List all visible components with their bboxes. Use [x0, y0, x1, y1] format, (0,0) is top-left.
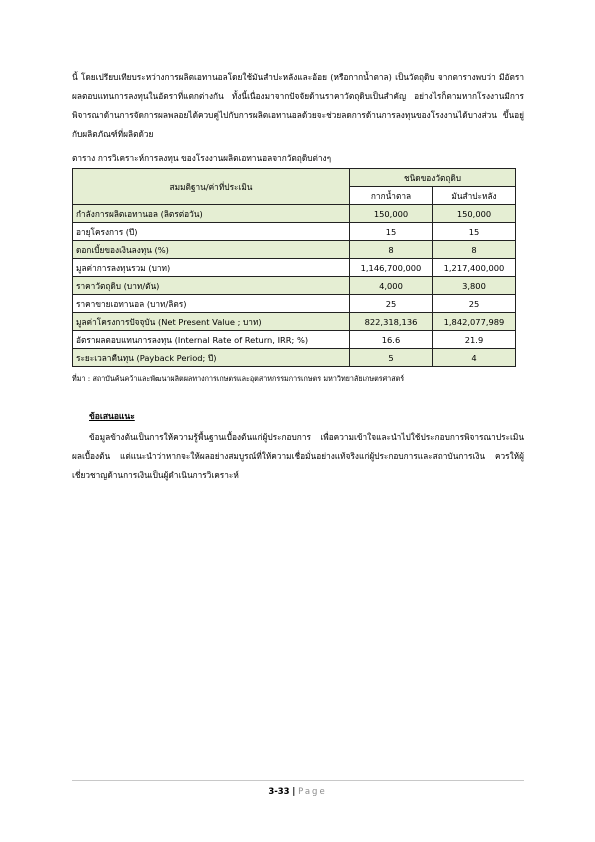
table-row	[73, 349, 516, 367]
section-heading: ข้อเสนอแนะ	[89, 412, 135, 422]
footer-divider	[72, 780, 524, 781]
row-label: กำลังการผลิตเอทานอล (ลิตรต่อวัน)	[73, 205, 350, 223]
molasses-value: 5	[350, 349, 433, 367]
table-row	[73, 259, 516, 277]
cassava-column-header: มันสำปะหลัง	[433, 187, 516, 205]
table-row	[73, 241, 516, 259]
molasses-value: 8	[350, 241, 433, 259]
molasses-value: 25	[350, 295, 433, 313]
molasses-value: 4,000	[350, 277, 433, 295]
cassava-value: 15	[433, 223, 516, 241]
molasses-value: 15	[350, 223, 433, 241]
molasses-column-header: กากน้ำตาล	[350, 187, 433, 205]
page-number: 3-33	[268, 787, 290, 797]
cassava-value: 21.9	[433, 331, 516, 349]
cassava-value: 1,217,400,000	[433, 259, 516, 277]
param-column-header: สมมติฐาน/ค่าที่ประเมิน	[73, 169, 350, 205]
row-label: ราคาขายเอทานอล (บาท/ลิตร)	[73, 295, 350, 313]
molasses-value: 1,146,700,000	[350, 259, 433, 277]
cassava-value: 4	[433, 349, 516, 367]
cassava-value: 150,000	[433, 205, 516, 223]
intro-paragraph: นี้ โดยเปรียบเทียบระหว่างการผลิตเอทานอลโดยใช้มันสำปะหลังและอ้อย (หรือกากน้ำตาล) เป็นวัตถุดิบ จากตารางพบว่า มีอัตราผลตอบแทนการลงทุนในอัตราที่แตกต่างกัน ทั้งนี้เนื่องมาจากปัจจัยด้านราคาวัตถุดิบเป็นสำคัญ อย่างไรก็ตามหากโรงงานมีการพิจารณาด้านการจัดการผลพลอยได้ควบคู่ไปกับการผลิตเอทานอลด้วยจะช่วยลดการด้านการลงทุนของโรงงานได้บางส่วน ขึ้นอยู่กับผลิตภัณฑ์ที่ผลิตด้วย	[72, 72, 524, 139]
table-row	[73, 313, 516, 331]
row-label: มูลค่าการลงทุนรวม (บาท)	[73, 259, 350, 277]
table-source-note: ที่มา : สถาบันค้นคว้าและพัฒนาผลิตผลทางการเกษตรและอุตสาหกรรมการเกษตร มหาวิทยาลัยเกษตรศาสตร์	[72, 374, 405, 383]
cassava-value: 1,842,077,989	[433, 313, 516, 331]
table-row	[73, 331, 516, 349]
molasses-value: 822,318,136	[350, 313, 433, 331]
table-row	[73, 223, 516, 241]
table-row	[73, 205, 516, 223]
table-caption: ตาราง การวิเคราะห์การลงทุน ของโรงงานผลิตเอทานอลจากวัตถุดิบต่างๆ	[72, 153, 332, 163]
footer-separator: |	[292, 787, 296, 797]
molasses-value: 16.6	[350, 331, 433, 349]
cassava-value: 25	[433, 295, 516, 313]
table-row	[73, 295, 516, 313]
row-label: ระยะเวลาคืนทุน (Payback Period; ปี)	[73, 349, 350, 367]
row-label: ดอกเบี้ยของเงินลงทุน (%)	[73, 241, 350, 259]
cassava-value: 3,800	[433, 277, 516, 295]
table-row	[73, 277, 516, 295]
cassava-value: 8	[433, 241, 516, 259]
molasses-value: 150,000	[350, 205, 433, 223]
row-label: มูลค่าโครงการปัจจุบัน (Net Present Value ; บาท)	[73, 313, 350, 331]
page-word: Page	[298, 787, 327, 797]
page-footer	[0, 786, 595, 798]
investment-analysis-table	[72, 168, 516, 367]
row-label: อัตราผลตอบแทนการลงทุน (Internal Rate of Return, IRR; %)	[73, 331, 350, 349]
material-group-header: ชนิดของวัตถุดิบ	[350, 169, 516, 187]
recommendation-paragraph: ข้อมูลข้างต้นเป็นการให้ความรู้พื้นฐานเบื้องต้นแก่ผู้ประกอบการ เพื่อความเข้าใจและนำไปใช้ประกอบการพิจารณาประเมินผลเบื้องต้น แต่แนะนำว่าหากจะให้ผลอย่างสมบูรณ์ที่ให้ความเชื่อมั่นอย่างแท้จริงแก่ผู้ประกอบการและสถาบันการเงิน ควรให้ผู้เชี่ยวชาญด้านการเงินเป็นผู้ดำเนินการวิเคราะห์	[72, 432, 524, 480]
row-label: ราคาวัตถุดิบ (บาท/ตัน)	[73, 277, 350, 295]
row-label: อายุโครงการ (ปี)	[73, 223, 350, 241]
